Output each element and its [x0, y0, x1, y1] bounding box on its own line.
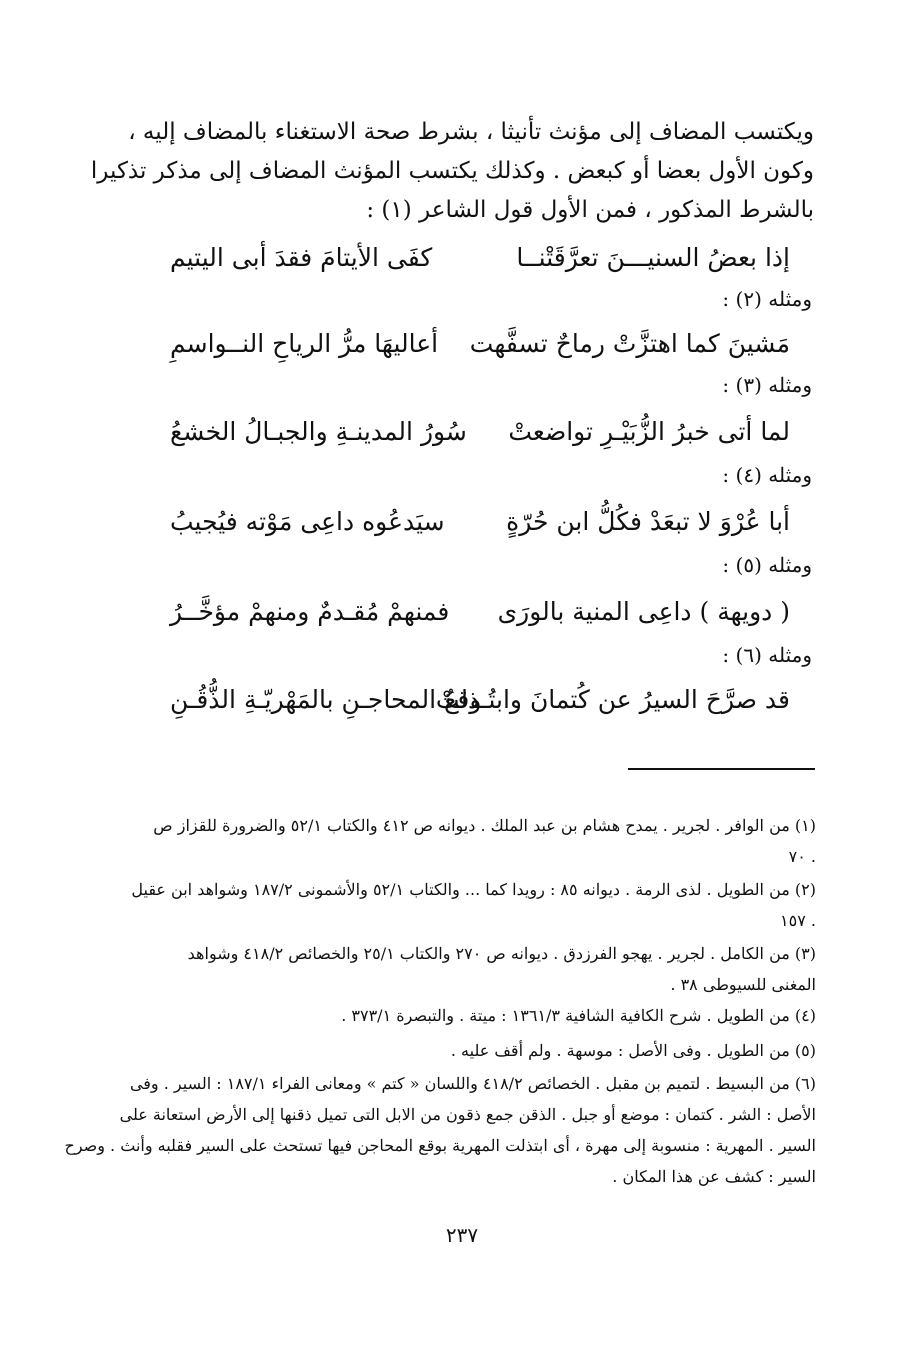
- verse-2-first-hemistich: مَشينَ كما اهتزَّتْ رماحٌ تسفَّهت: [469, 329, 790, 358]
- verse-2: [170, 322, 790, 366]
- verse-3: [170, 410, 790, 454]
- verse-3-first-hemistich: لما أتى خبرُ الزُّبَيْـرِ تواضعتْ: [508, 417, 790, 446]
- footnote-6-line-2: الأصل : الشر . كتمان : موضع أو جبل . الذقن جمع ذقون من الابل التى تميل ذقنها إلى الأرض استعانة على: [119, 1105, 816, 1124]
- verse-label-2: ومثله (٢) :: [722, 287, 812, 311]
- verse-2-second-hemistich: أعاليهَا مرُّ الرياحِ النــواسمِ: [170, 329, 439, 358]
- verse-3-second-hemistich: سُورُ المدينـةِ والجبـالُ الخشعُ: [170, 417, 467, 446]
- footnote-2-line-2: . ١٥٧: [780, 911, 816, 930]
- verse-5-second-hemistich: فمنهمْ مُقـدمٌ ومنهمْ مؤخَّــرُ: [170, 597, 450, 626]
- verse-5-first-hemistich: ( دويهة ) داعِى المنية بالورَى: [497, 597, 790, 626]
- verse-label-6: ومثله (٦) :: [722, 643, 812, 667]
- prose-line-3: بالشرط المذكور ، فمن الأول قول الشاعر (١) :: [366, 197, 814, 223]
- footnote-2-line-1: (٢) من الطويل . لذى الرمة . ديوانه ٨٥ : رويدا كما ... والكتاب ٥٢/١ والأشمونى ١٨٧/٢ وشواهد ابن عقيل: [131, 880, 816, 899]
- prose-line-1: ويكتسب المضاف إلى مؤنث تأنيثا ، بشرط صحة الاستغناء بالمضاف إليه ،: [128, 119, 814, 145]
- verse-label-4: ومثله (٤) :: [722, 463, 812, 487]
- prose-line-2: وكون الأول بعضا أو كبعض . وكذلك يكتسب المؤنث المضاف إلى مذكر تذكيرا: [90, 158, 814, 184]
- verse-5: [170, 590, 790, 634]
- verse-label-3: ومثله (٣) :: [722, 373, 812, 397]
- page-number: ٢٣٧: [445, 1223, 479, 1247]
- footnote-3-line-1: (٣) من الكامل . لجرير . يهجو الفرزدق . ديوانه ص ٢٧٠ والكتاب ٢٥/١ والخصائص ٤١٨/٢ وشواهد: [187, 944, 816, 963]
- footnote-1-line-1: (١) من الوافر . لجرير . يمدح هشام بن عبد الملك . ديوانه ص ٤١٢ والكتاب ٥٢/١ والضرورة للقزاز ص: [153, 816, 816, 835]
- verse-4: [170, 500, 790, 544]
- verse-6: [170, 678, 790, 722]
- verse-6-first-hemistich: قد صرَّحَ السيرُ عن كُتمانَ وابتُـذلتْ: [435, 685, 790, 714]
- verse-4-second-hemistich: سيَدعُوه داعِى مَوْته فيُجيبُ: [170, 507, 445, 536]
- footnote-separator: [628, 768, 815, 770]
- verse-6-second-hemistich: وقعُ المحاجـنِ بالمَهْريّـةِ الذُّقُـنِ: [170, 685, 482, 714]
- verse-1: [170, 236, 790, 280]
- footnote-6-line-1: (٦) من البسيط . لتميم بن مقبل . الخصائص ٤١٨/٢ واللسان « كتم » ومعانى الفراء ١٨٧/١ : السير . وفى: [129, 1074, 816, 1093]
- verse-label-5: ومثله (٥) :: [722, 553, 812, 577]
- footnote-3-line-2: المغنى للسيوطى ٣٨ .: [670, 975, 816, 994]
- footnote-5: (٥) من الطويل . وفى الأصل : موسهة . ولم أقف عليه .: [450, 1041, 816, 1060]
- verse-4-first-hemistich: أبا عُرْوَ لا تبعَدْ فكُلُّ ابن حُرّةٍ: [506, 507, 790, 536]
- footnote-4: (٤) من الطويل . شرح الكافية الشافية ١٣٦١/٣ : ميتة . والتبصرة ٣٧٣/١ .: [341, 1006, 816, 1025]
- footnote-1-line-2: . ٧٠: [788, 847, 816, 866]
- footnote-6-line-4: السير : كشف عن هذا المكان .: [612, 1167, 816, 1186]
- verse-1-first-hemistich: إذا بعضُ السنيـــنَ تعرَّقَتْنــا: [516, 243, 790, 272]
- verse-1-second-hemistich: كفَى الأيتامَ فقدَ أبى اليتيم: [170, 243, 433, 272]
- footnote-6-line-3: السير . المهرية : منسوبة إلى مهرة ، أى ابتذلت المهرية بوقع المحاجن فيها تستحث على السير فقلبه وأنث . وصرح: [64, 1136, 816, 1155]
